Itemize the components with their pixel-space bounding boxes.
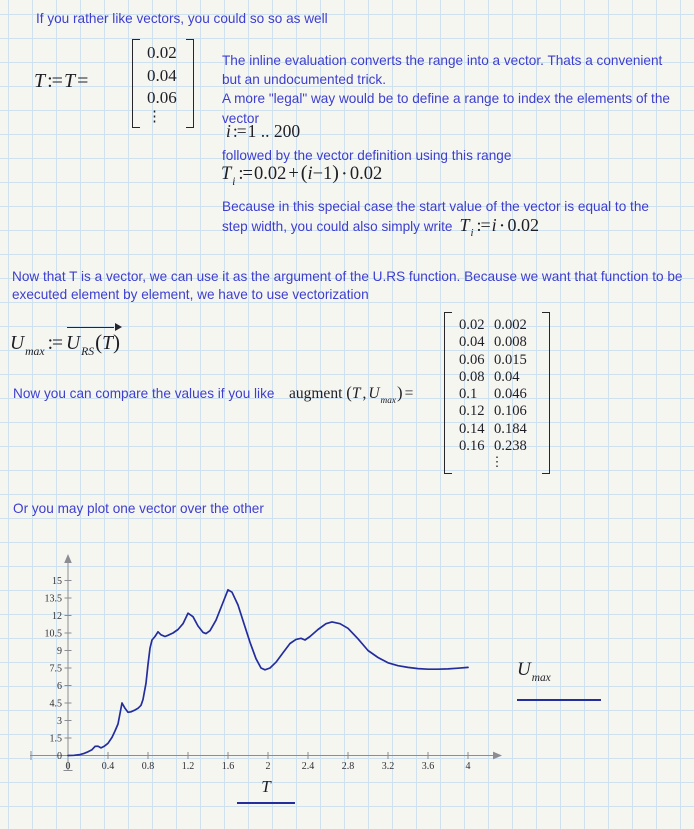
var-i: i — [307, 164, 313, 184]
matrix-row — [455, 386, 539, 403]
note-line: Now that T is a vector, we can use it as the argument of the U.RS function. Because we want that function to be — [12, 269, 683, 284]
note-plot[interactable]: Or you may plot one vector over the other — [13, 501, 264, 516]
assign-op: := — [47, 70, 62, 92]
var-T-rhs: T — [63, 70, 76, 92]
var-i: i — [226, 121, 231, 141]
var-T: T — [221, 164, 232, 184]
y-tick-label: 15 — [52, 575, 62, 587]
y-tick-label: 7.5 — [49, 663, 62, 675]
y-tick-label: 6 — [57, 680, 62, 692]
left-bracket — [444, 312, 452, 474]
legend-subscript-max: max — [531, 671, 551, 684]
y-tick-label: 9 — [57, 645, 62, 657]
matrix-row — [455, 421, 539, 438]
xlabel-var-T: T — [261, 777, 271, 796]
legend-line-sample — [517, 699, 601, 701]
matrix-cell: 0.015 — [494, 351, 527, 368]
matrix-cell: 0.12 — [459, 403, 485, 420]
fn-augment: augment — [289, 385, 343, 402]
dot-op: · — [341, 165, 347, 182]
note-line: but an undocumented trick. — [222, 72, 386, 88]
note-line: Because in this special case the start value of the vector is equal to the — [222, 199, 649, 214]
legend-label — [517, 658, 601, 690]
matrix-ellipsis: ⋮ — [490, 454, 504, 470]
matrix-cell: 0.046 — [494, 386, 527, 403]
right-bracket — [542, 312, 550, 474]
matrix-row — [455, 317, 539, 334]
subscript-RS: RS — [81, 344, 95, 358]
arg-T: T — [102, 333, 113, 354]
x-tick-label: 2.4 — [301, 761, 315, 772]
var-T: T — [351, 385, 361, 402]
matrix-row — [455, 403, 539, 420]
x-tick-label: 0.4 — [101, 761, 115, 772]
var-T: T — [34, 70, 46, 92]
assign-op: := — [232, 121, 246, 141]
comma: , — [362, 385, 367, 402]
assign-op: := — [47, 333, 62, 354]
range-value: 1 .. 200 — [247, 121, 301, 141]
x-tick-label: 3.2 — [381, 761, 395, 772]
augment-result-matrix[interactable] — [444, 312, 550, 474]
umax-definition[interactable] — [10, 330, 120, 358]
matrix-cell: 0.106 — [494, 403, 527, 420]
vector-ellipsis: ⋮ — [147, 108, 162, 125]
vectorize-arrow-group — [66, 330, 120, 358]
matrix-cell: 0.238 — [494, 438, 527, 455]
x-tick-label: 1.2 — [181, 761, 195, 772]
close-paren: ) — [332, 162, 339, 184]
matrix-row — [455, 334, 539, 351]
t-vector-values — [142, 42, 184, 110]
matrix-cell: 0.08 — [459, 368, 485, 385]
close-paren: ) — [112, 330, 120, 354]
note-because[interactable] — [222, 198, 649, 242]
range-definition[interactable] — [226, 121, 300, 142]
augment-expression[interactable] — [289, 383, 415, 406]
dot-op: · — [499, 217, 505, 234]
umax-plot[interactable] — [10, 548, 520, 786]
vector-value: 0.06 — [147, 88, 177, 107]
note-compare[interactable]: Now you can compare the values if you like — [13, 386, 275, 401]
legend-var-U: U — [517, 659, 531, 680]
plot-legend — [517, 658, 601, 701]
t-definition[interactable] — [34, 70, 90, 93]
y-tick-label: 13.5 — [44, 593, 62, 605]
matrix-cell: 0.16 — [459, 438, 485, 455]
x-tick-label: 0.8 — [141, 761, 155, 772]
matrix-cell: 0.14 — [459, 420, 485, 437]
xlabel-label — [237, 776, 295, 798]
assign-op: := — [238, 164, 252, 184]
vector-value: 0.04 — [147, 65, 177, 85]
x-tick-label: 2 — [265, 761, 271, 772]
matrix-row — [455, 352, 539, 369]
left-bracket — [132, 39, 140, 128]
vector-value: 0.02 — [147, 43, 177, 62]
matrix-cell: 0.06 — [459, 351, 485, 368]
plot-xlabel — [237, 776, 295, 804]
x-tick-label: 1.6 — [221, 761, 235, 772]
ti-definition[interactable] — [221, 162, 382, 188]
x-tick-label: 0 — [65, 761, 71, 772]
xlabel-line-sample — [237, 802, 295, 804]
number: 0.02 — [507, 215, 539, 235]
note-line: vector — [222, 110, 260, 126]
y-tick-label: 1.5 — [49, 733, 62, 745]
fn-U: U — [66, 333, 81, 354]
t-vector-result[interactable] — [132, 39, 194, 128]
note-line: executed element by element, we have to use vectorization — [12, 286, 369, 302]
x-tick-label: 4 — [465, 761, 471, 772]
note-line-with-math — [222, 216, 649, 242]
intro-text[interactable]: If you rather like vectors, you could so so as well — [36, 11, 328, 26]
open-paren: ( — [346, 383, 352, 402]
matrix-cell: 0.1 — [459, 386, 478, 403]
curve-U_max — [68, 590, 468, 756]
note-inline-evaluation[interactable] — [222, 51, 670, 128]
matrix-cell: 0.002 — [494, 317, 527, 333]
note-text: step width, you could also simply write — [222, 219, 453, 234]
x-tick-label: 2.8 — [341, 761, 355, 772]
note-line: A more "legal" way would be to define a range to index the elements of the — [222, 91, 670, 107]
matrix-row — [455, 369, 539, 386]
open-paren: ( — [95, 330, 103, 354]
var-U: U — [368, 385, 380, 402]
y-tick-label: 0 — [57, 750, 62, 762]
subscript-max: max — [380, 395, 397, 406]
y-tick-label: 3 — [57, 715, 62, 727]
note-followed[interactable]: followed by the vector definition using this range — [222, 148, 512, 163]
var-i: i — [491, 215, 497, 235]
x-tick-label: 3.6 — [421, 761, 435, 772]
matrix-cell: 0.184 — [494, 420, 527, 437]
subscript-i: i — [470, 227, 474, 240]
matrix-cell: 0.04 — [494, 368, 520, 385]
matrix-cell: 0.008 — [494, 334, 527, 351]
right-bracket — [186, 39, 194, 128]
number: 0.02 — [253, 164, 287, 184]
equals-op: = — [77, 70, 89, 92]
subscript-i: i — [232, 175, 236, 188]
x-axis-arrow — [493, 752, 502, 760]
matrix-cell: 0.04 — [459, 334, 485, 351]
augment-matrix-rows — [455, 317, 539, 455]
close-paren: ) — [397, 383, 403, 402]
note-line: The inline evaluation converts the range into a vector. Thats a convenient — [222, 53, 663, 68]
var-T: T — [459, 215, 470, 235]
y-tick-label: 4.5 — [49, 698, 62, 710]
y-tick-label: 12 — [52, 610, 62, 622]
subscript-max: max — [25, 344, 45, 358]
assign-op: := — [476, 215, 490, 235]
var-U: U — [10, 333, 25, 354]
number: 0.02 — [349, 164, 383, 184]
plus-op: + — [288, 164, 299, 184]
equals-op: = — [404, 385, 414, 402]
matrix-row — [455, 438, 539, 455]
y-tick-label: 10.5 — [44, 628, 62, 640]
y-axis-arrow — [64, 554, 72, 563]
ti-simple-definition[interactable] — [459, 215, 539, 240]
open-paren: ( — [300, 162, 308, 184]
minus-one: −1 — [312, 164, 333, 184]
matrix-cell: 0.02 — [459, 317, 485, 333]
note-vectorize[interactable] — [12, 268, 683, 303]
